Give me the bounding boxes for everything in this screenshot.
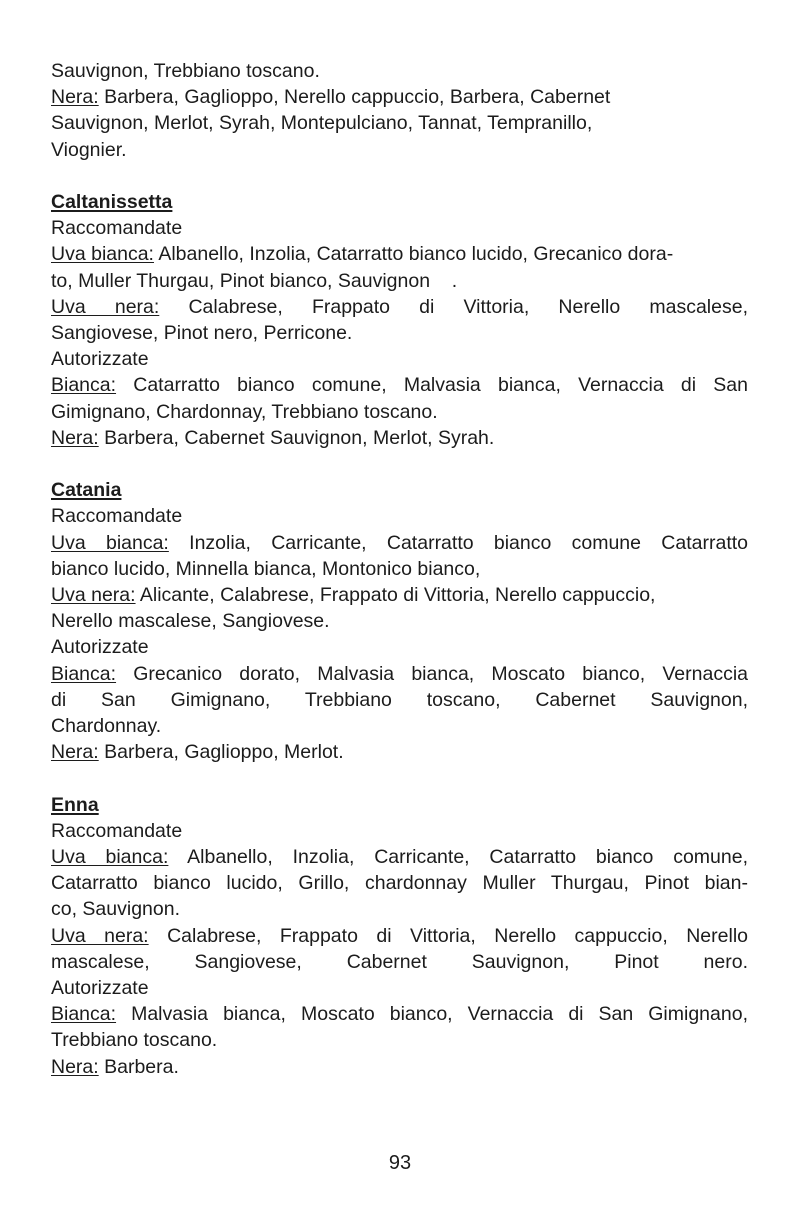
uva-bianca-text: Albanello, Inzolia, Carricante, Catarratto bianco comune, — [168, 846, 748, 869]
uva-bianca-label: Uva bianca: — [51, 531, 169, 554]
raccomandate-label: Raccomandate — [51, 819, 183, 842]
uva-nera-text: Calabrese, Frappato di Vittoria, Nerello cappuccio, Nerello — [148, 924, 749, 947]
intro-line-1: Sauvignon, Trebbiano toscano. — [51, 60, 320, 82]
autorizzate-label: Autorizzate — [51, 636, 149, 659]
uva-nera-line-1 — [51, 923, 748, 949]
nera-text: Barbera, Gaglioppo, Merlot. — [98, 741, 344, 764]
uva-nera-line-1 — [51, 582, 748, 608]
bianca-line-1 — [51, 661, 748, 687]
bianca-line-2: di San Gimignano, Trebbiano toscano, Cabernet Sauvignon, — [51, 688, 748, 711]
uva-nera-label: Uva nera: — [51, 295, 160, 318]
uva-bianca-line-3: co, Sauvignon. — [51, 898, 181, 921]
uva-bianca-line-1 — [51, 241, 748, 267]
bianca-label: Bianca: — [51, 374, 117, 397]
section-caltanissetta — [51, 189, 748, 451]
autorizzate-label: Autorizzate — [51, 348, 149, 371]
nera-line-1 — [51, 1054, 748, 1080]
nera-label: Nera: — [51, 741, 99, 764]
uva-nera-line-2: Nerello mascalese, Sangiovese. — [51, 610, 330, 633]
page-number: 93 — [388, 1152, 412, 1174]
heading-text: Caltanissetta — [51, 191, 173, 213]
bianca-line-1 — [51, 372, 748, 398]
intro-line-3: Sauvignon, Merlot, Syrah, Montepulciano, Tannat, Tempranillo, — [51, 112, 593, 135]
uva-nera-text: Calabrese, Frappato di Vittoria, Nerello mascalese, — [159, 295, 748, 318]
intro-line-4: Viognier. — [51, 138, 127, 161]
bianca-label: Bianca: — [51, 662, 117, 685]
heading-text: Catania — [51, 479, 122, 502]
uva-nera-text: Alicante, Calabrese, Frappato di Vittoria, Nerello cappuccio, — [135, 584, 656, 607]
bianca-line-3: Chardonnay. — [51, 715, 162, 738]
raccomandate-label: Raccomandate — [51, 505, 183, 528]
bianca-text: Grecanico dorato, Malvasia bianca, Moscato bianco, Vernaccia — [116, 662, 748, 685]
bianca-line-2: Trebbiano toscano. — [51, 1029, 218, 1052]
intro-line-2 — [51, 84, 748, 110]
nera-text: Barbera. — [98, 1055, 179, 1078]
nera-line-1 — [51, 739, 748, 765]
bianca-text: Malvasia bianca, Moscato bianco, Vernaccia di San Gimignano, — [116, 1003, 748, 1026]
nera-label: Nera: — [51, 86, 99, 109]
section-heading — [51, 189, 748, 215]
autorizzate-label: Autorizzate — [51, 977, 149, 1000]
section-enna — [51, 792, 748, 1080]
nera-text: Barbera, Gaglioppo, Nerello cappuccio, Barbera, Cabernet — [98, 86, 611, 109]
nera-line-1 — [51, 425, 748, 451]
uva-bianca-line-2: bianco lucido, Minnella bianca, Montonico bianco, — [51, 557, 481, 580]
bianca-line-2: Gimignano, Chardonnay, Trebbiano toscano. — [51, 400, 438, 423]
section-gap — [51, 451, 748, 477]
uva-bianca-line-1 — [51, 844, 748, 870]
bianca-text: Catarratto bianco comune, Malvasia bianca, Vernaccia di San — [116, 374, 748, 397]
bianca-label: Bianca: — [51, 1003, 117, 1026]
section-gap — [51, 765, 748, 791]
nera-text: Barbera, Cabernet Sauvignon, Merlot, Syrah. — [98, 426, 495, 449]
uva-bianca-label: Uva bianca: — [51, 243, 154, 266]
section-heading — [51, 792, 748, 818]
uva-nera-line-2: Sangiovese, Pinot nero, Perricone. — [51, 322, 353, 345]
bianca-line-1 — [51, 1001, 748, 1027]
uva-nera-line-1 — [51, 294, 748, 320]
uva-nera-line-2: mascalese, Sangiovese, Cabernet Sauvignon, Pinot nero. — [51, 950, 748, 973]
uva-nera-label: Uva nera: — [51, 924, 149, 947]
nera-label: Nera: — [51, 1055, 99, 1078]
heading-text: Enna — [51, 793, 99, 816]
section-catania — [51, 477, 748, 765]
uva-nera-label: Uva nera: — [51, 584, 136, 607]
uva-bianca-text: Albanello, Inzolia, Catarratto bianco lucido, Grecanico dora- — [153, 243, 674, 266]
section-heading — [51, 477, 748, 503]
section-gap — [51, 163, 748, 189]
uva-bianca-line-1 — [51, 530, 748, 556]
uva-bianca-label: Uva bianca: — [51, 846, 169, 869]
uva-bianca-line-2: Catarratto bianco lucido, Grillo, chardonnay Muller Thurgau, Pinot bian- — [51, 872, 748, 895]
nera-label: Nera: — [51, 426, 99, 449]
uva-bianca-line-2: to, Muller Thurgau, Pinot bianco, Sauvignon . — [51, 269, 458, 292]
raccomandate-label: Raccomandate — [51, 217, 183, 240]
uva-bianca-text: Inzolia, Carricante, Catarratto bianco comune Catarratto — [168, 531, 748, 554]
